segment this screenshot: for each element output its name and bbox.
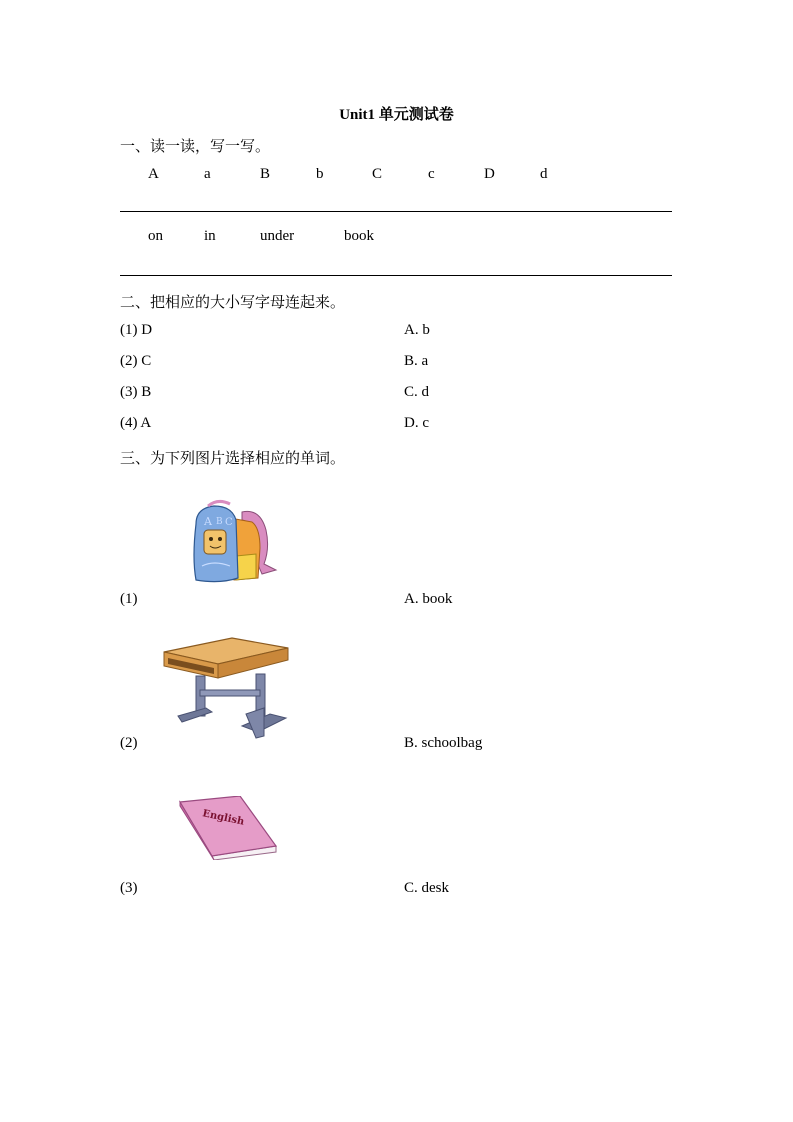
match-right-item: B. a [404,353,429,369]
letter-item: C [372,166,383,182]
letter-item: D [484,166,495,182]
match-left-item: (2) C [120,353,152,369]
english-book-illustration [176,796,278,860]
letter-item: a [204,166,211,182]
word-item: under [260,228,295,244]
letter-item: A [148,166,159,182]
option-item: A. book [404,591,453,607]
option-item: C. desk [404,880,449,896]
svg-text:A: A [204,515,212,528]
section2-heading: 二、把相应的大小写字母连起来。 [120,295,346,311]
match-left-item: (4) A [120,415,152,431]
letter-item: B [260,166,271,182]
word-item: in [204,228,216,244]
schoolbag-illustration [190,498,280,586]
match-left-item: (1) D [120,322,153,338]
letter-item: d [540,166,548,182]
word-item: book [344,228,374,244]
match-right-item: C. d [404,384,430,400]
match-left-item: (3) B [120,384,152,400]
desk-illustration [160,634,290,740]
word-item: on [148,228,163,244]
section1-heading: 一、读一读，写一写。 [120,139,271,155]
match-right-item: A. b [404,322,430,338]
page-title: Unit1 单元测试卷 [339,107,454,123]
picture-item-number: (3) [120,880,138,896]
option-item: B. schoolbag [404,735,483,751]
picture-item-number: (1) [120,591,138,607]
writing-line [120,275,672,276]
letter-item: b [316,166,324,182]
section3-heading: 三、为下列图片选择相应的单词。 [120,451,346,467]
book-cover-text: English [201,808,246,828]
picture-item-number: (2) [120,735,138,751]
letter-item: c [428,166,435,182]
writing-line [120,211,672,212]
svg-text:B: B [216,517,223,527]
match-right-item: D. c [404,415,429,431]
svg-text:C: C [225,517,233,528]
